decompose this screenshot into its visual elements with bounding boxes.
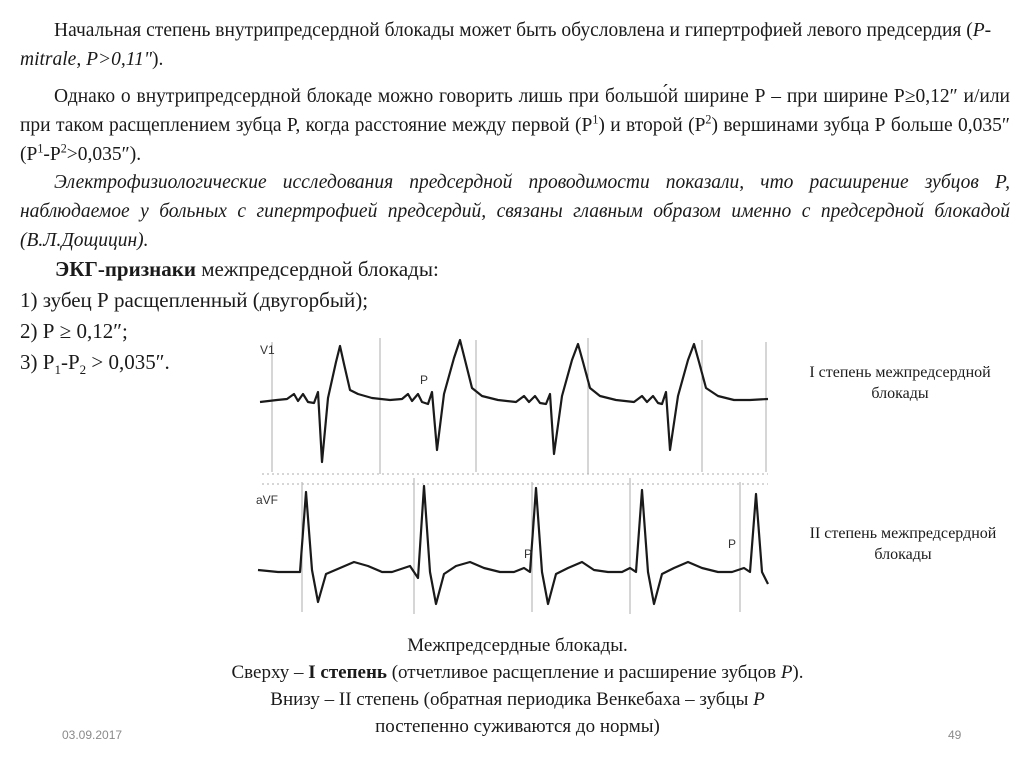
p-wave-label-mid: P (524, 547, 533, 561)
p2-text-b: ) и второй (Р (598, 115, 706, 136)
p2-sup-4: 2 (60, 141, 67, 156)
p2-text-c: ) вершинами зубца Р больше 0,035″ (Р (20, 115, 1010, 165)
p2-sup-3: 1 (37, 141, 44, 156)
criteria-item-3-c: > 0,035″. (86, 350, 170, 374)
ecg-trace-avf (258, 486, 768, 604)
caption-line-2-bold: I степень (308, 662, 387, 683)
figure-caption (150, 632, 885, 740)
criteria-item-3-a: 3) Р (20, 350, 55, 374)
p2-sup-2: 2 (705, 112, 712, 127)
caption-line-4: постепенно суживаются до нормы) (375, 716, 660, 737)
criteria-item-1: 1) зубец Р расщепленный (двугорбый); (20, 288, 369, 312)
p1-end: ). (152, 49, 164, 70)
caption-line-2 (150, 659, 885, 686)
lead-avf-label: aVF (256, 493, 279, 507)
p2-sup-1: 1 (592, 112, 599, 127)
caption-line-2-italic: P (780, 662, 793, 683)
caption-line-2-e: ). (792, 662, 804, 683)
p-mitrale-text: P-mitrale, P>0,11" (20, 20, 992, 70)
criteria-heading-bold: ЭКГ-признаки (55, 257, 196, 281)
side-label-top: I степень межпредсердной блокады (809, 364, 991, 402)
p2-text-e: >0,035″). (66, 144, 142, 165)
caption-line-2-c: (отчетливое расщепление и расширение зубцов (386, 662, 781, 683)
criteria-item-3-b: -Р (60, 350, 80, 374)
caption-line-1: Межпредсердные блокады. (407, 635, 628, 656)
paragraph-2 (20, 82, 1010, 169)
criteria-heading-rest: межпредсердной блокады: (195, 257, 439, 281)
p2-text-d: -Р (43, 144, 61, 165)
criteria-item-3 (20, 347, 170, 378)
p-wave-label-right: P (728, 537, 737, 551)
ecg-figure (232, 322, 772, 622)
p1-text: Начальная степень внутрипредсердной блокады может быть обусловлена и гипертрофией левого предсердия ( (54, 20, 973, 41)
p2-text-a: Однако о внутрипредсердной блокаде можно говорить лишь при большо́й ширине Р – при ширине Р≥0,12″ и/или при таком расщеплением зубца Р, когда расстояние между первой (Р (20, 86, 1010, 136)
footer-date: 03.09.2017 (62, 728, 123, 742)
paragraph-3: Электрофизиологические исследования предсердной проводимости показали, что расширение зубцов Р, наблюдаемое у больных с гипертрофией предсердий, связаны главным образом именно с предсердной блокадой (В.Л.Дощицин). (20, 172, 1010, 251)
criteria-item-3-sub2: 2 (79, 362, 87, 378)
caption-line-3 (150, 686, 885, 713)
caption-line-3-a: Внизу – II степень (обратная периодика Венкебаха – зубцы (270, 689, 754, 710)
footer-page-number: 49 (948, 728, 962, 742)
paragraph-1 (20, 16, 1010, 74)
criteria-item-3-sub1: 1 (54, 362, 61, 378)
criteria-heading (55, 254, 439, 285)
side-label-bottom: II степень межпредсердной блокады (809, 525, 997, 563)
criteria-item-2: 2) Р ≥ 0,12″; (20, 319, 128, 343)
ecg-trace-v1 (260, 340, 768, 462)
p-wave-label-top: P (420, 373, 429, 387)
caption-line-2-a: Сверху – (231, 662, 309, 683)
lead-v1-label: V1 (260, 343, 275, 357)
caption-line-3-italic: P (753, 689, 765, 710)
